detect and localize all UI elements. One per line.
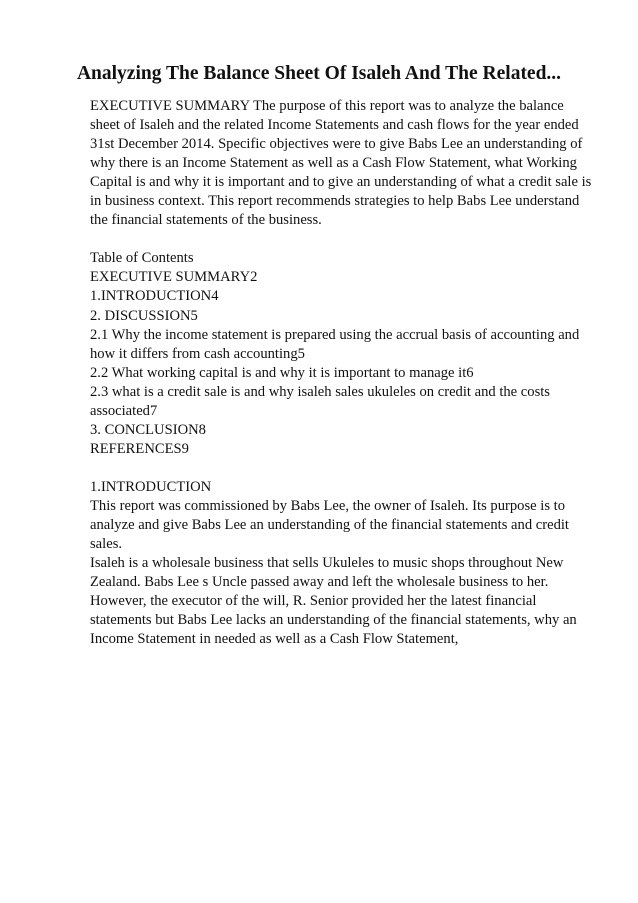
summary-line: 31st December 2014. Specific objectives were to give Babs Lee an understanding of — [90, 136, 583, 153]
paragraph-gap — [90, 459, 600, 478]
document-body — [90, 97, 600, 649]
intro-line: analyze and give Babs Lee an understanding of the financial statements and credit — [90, 517, 569, 534]
executive-summary — [90, 97, 600, 230]
intro-line: However, the executor of the will, R. Senior provided her the latest financial — [90, 593, 537, 610]
toc-entry: 2.2 What working capital is and why it is important to manage it6 — [90, 364, 474, 381]
intro-line: sales. — [90, 536, 123, 553]
summary-line: sheet of Isaleh and the related Income Statements and cash flows for the year ended — [90, 117, 579, 134]
paragraph-gap — [90, 230, 600, 249]
intro-line: Zealand. Babs Lee s Uncle passed away and left the wholesale business to her. — [90, 574, 549, 591]
summary-line: the financial statements of the business. — [90, 212, 322, 229]
toc-entry: 1.INTRODUCTION4 — [90, 288, 219, 305]
toc-entry: 2.1 Why the income statement is prepared using the accrual basis of accounting and — [90, 326, 580, 343]
toc-heading: Table of Contents — [90, 250, 194, 267]
toc-entry: associated7 — [90, 402, 158, 419]
toc-entry: 2.3 what is a credit sale is and why isaleh sales ukuleles on credit and the costs — [90, 383, 550, 400]
toc-entry: 2. DISCUSSION5 — [90, 307, 198, 324]
intro-line: Isaleh is a wholesale business that sells Ukuleles to music shops throughout New — [90, 555, 564, 572]
toc-entry: REFERENCES9 — [90, 440, 189, 457]
section-heading: 1.INTRODUCTION — [90, 478, 212, 495]
summary-line: Capital is and why it is important and to give an understanding of what a credit sale is — [90, 174, 592, 191]
toc-entry: how it differs from cash accounting5 — [90, 345, 305, 362]
intro-line: statements but Babs Lee lacks an understanding of the financial statements, why an — [90, 612, 577, 629]
summary-line: why there is an Income Statement as well as a Cash Flow Statement, what Working — [90, 155, 577, 172]
document-title: Analyzing The Balance Sheet Of Isaleh And The Related... — [76, 63, 562, 84]
summary-line: EXECUTIVE SUMMARY The purpose of this report was to analyze the balance — [90, 98, 564, 114]
toc-entry: EXECUTIVE SUMMARY2 — [90, 269, 258, 286]
toc-entry: 3. CONCLUSION8 — [90, 421, 206, 438]
introduction-section — [90, 478, 600, 649]
intro-line: Income Statement in needed as well as a Cash Flow Statement, — [90, 631, 459, 648]
summary-line: in business context. This report recommends strategies to help Babs Lee understand — [90, 193, 580, 210]
table-of-contents — [90, 249, 600, 459]
intro-line: This report was commissioned by Babs Lee, the owner of Isaleh. Its purpose is to — [90, 497, 566, 514]
